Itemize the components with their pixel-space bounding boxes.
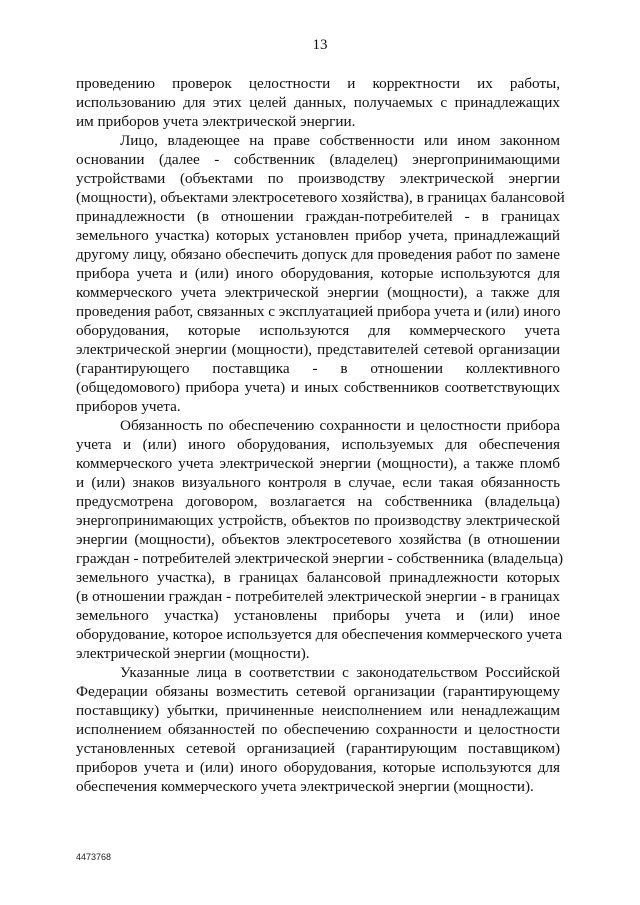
paragraph-4 [76,663,560,796]
text-line: энергопринимающих устройств, объектов по производству электрической [76,512,560,529]
text-line: и (или) знаков визуального контроля в случае, если такая обязанность [76,474,560,491]
paragraph-2 [76,131,565,416]
text-line: исполнением обязанностей по обеспечению сохранности и целостности [76,721,560,738]
text-line: установленных сетевой организацией (гарантирующим поставщиком) [76,740,560,757]
text-line: земельного участка) установлены приборы учета и (или) иное [76,607,560,624]
text-line: им приборов учета электрической энергии. [76,113,356,130]
text-line: поставщику) убытки, причиненные неисполнением или ненадлежащим [76,702,560,719]
text-line: земельного участка), в границах балансовой принадлежности которых [76,569,560,586]
text-line: граждан - потребителей электрической энергии - собственника (владельца) [76,550,564,567]
document-body [76,74,565,796]
text-line: Указанные лица в соответствии с законодательством Российской [120,664,560,681]
text-line: земельного участка) которых установлен прибор учета, принадлежащий [76,227,560,244]
text-line: проведению проверок целостности и корректности их работы, [76,75,560,92]
text-line: Федерации обязаны возместить сетевой организации (гарантирующему [76,683,560,700]
text-line: учета и (или) иного оборудования, используемых для обеспечения [76,436,560,453]
text-line: использованию для этих целей данных, получаемых с принадлежащих [76,94,560,111]
page-number: 13 [312,37,328,53]
text-line: энергии (мощности), объектов электросетевого хозяйства (в отношении [76,531,560,548]
text-line: основании (далее - собственник (владелец) энергопринимающими [76,151,560,168]
text-line: обеспечения коммерческого учета электрической энергии (мощности). [76,778,534,795]
text-line: приборов учета и (или) иного оборудования, которые используются для [76,759,560,776]
text-line: устройствами (объектами по производству электрической энергии [76,170,560,187]
text-line: коммерческого учета электрической энергии (мощности), а также пломб [76,455,560,472]
text-line: предусмотрена договором, возлагается на собственника (владельца) [76,493,560,510]
text-line: коммерческого учета электрической энергии (мощности), а также для [76,284,560,301]
text-line: приборов учета. [76,398,181,415]
text-line: электрической энергии (мощности), представителей сетевой организации [76,341,560,358]
text-line: электрической энергии (мощности). [76,645,310,662]
paragraph-3 [76,416,564,663]
text-line: другому лицу, обязано обеспечить допуск для проведения работ по замене [76,246,560,263]
paragraph-1 [76,74,560,131]
text-line: Лицо, владеющее на праве собственности или ином законном [120,132,560,149]
document-code: 4473768 [76,852,112,862]
text-line: (мощности), объектами электросетевого хозяйства), в границах балансовой [76,189,565,206]
text-line: (гарантирующего поставщика - в отношении коллективного [76,360,560,377]
text-line: принадлежности (в отношении граждан-потребителей - в границах [76,208,560,225]
text-line: (в отношении граждан - потребителей электрической энергии - в границах [76,588,560,605]
text-line: оборудование, которое используется для обеспечения коммерческого учета [76,626,563,643]
text-line: Обязанность по обеспечению сохранности и целостности прибора [120,417,560,434]
text-line: (общедомового) прибора учета) и иных собственников соответствующих [76,379,560,396]
text-line: проведения работ, связанных с эксплуатацией прибора учета и (или) иного [76,303,561,320]
text-line: прибора учета и (или) иного оборудования, которые используются для [76,265,560,282]
text-line: оборудования, которые используются для коммерческого учета [76,322,560,339]
